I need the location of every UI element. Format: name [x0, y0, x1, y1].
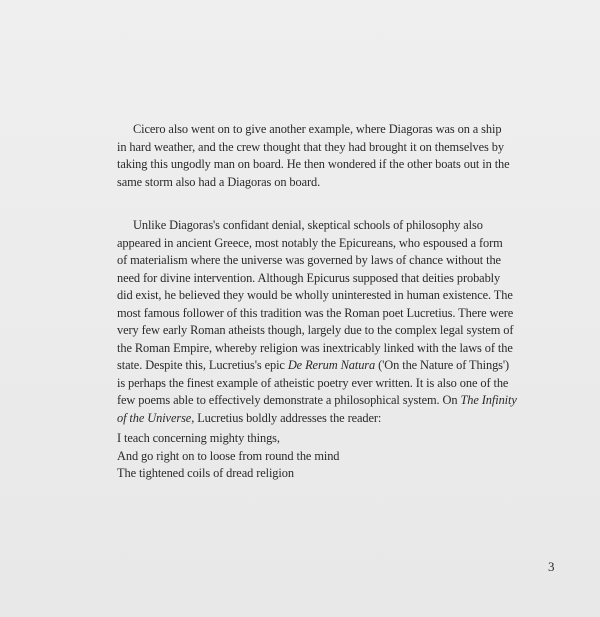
poem-quote: [117, 430, 497, 483]
text-line: taking this ungodly man on board. He then wondered if the other boats out in the: [117, 157, 510, 171]
paragraph-cicero: [117, 121, 510, 191]
poem-line: The tightened coils of dread religion: [117, 466, 294, 480]
poem-line: I teach concerning mighty things,: [117, 431, 280, 445]
page-number: 3: [548, 559, 555, 574]
text-line: appeared in ancient Greece, most notably the Epicureans, who espoused a form: [117, 235, 503, 250]
paragraph-lucretius: [117, 217, 517, 427]
text-line: very few early Roman atheists though, largely due to the complex legal system of: [117, 323, 514, 337]
text-segment: state. Despite this, Lucretius's epic: [117, 358, 288, 372]
title-de-rerum-natura: De Rerum Natura: [287, 358, 376, 372]
text-line: Cicero also went on to give another example, where Diagoras was on a ship: [133, 122, 502, 136]
text-line: most famous follower of this tradition was the Roman poet Lucretius. There were: [117, 305, 514, 320]
text-line: Unlike Diagoras's confidant denial, skeptical schools of philosophy also: [133, 218, 483, 232]
text-line: need for divine intervention. Although Epicurus supposed that deities probably: [117, 270, 501, 285]
poem-line: And go right on to loose from round the mind: [117, 448, 340, 463]
text-line: of materialism where the universe was governed by laws of chance without the: [117, 253, 501, 267]
text-line: is perhaps the finest example of atheistic poetry ever written. It is also one of the: [117, 375, 509, 390]
title-infinity-part2: of the Universe,: [117, 410, 195, 425]
text-line: did exist, he believed they would be wholly uninterested in human existence. The: [117, 288, 513, 302]
text-line: in hard weather, and the crew thought that they had brought it on themselves by: [117, 139, 504, 154]
text-line: [117, 410, 497, 428]
text-segment: ('On the Nature of Things'): [375, 358, 510, 372]
text-line: the Roman Empire, whereby religion was inextricably linked with the laws of the: [117, 340, 513, 355]
text-segment: few poems able to effectively demonstrate a philosophical system. On: [117, 393, 461, 407]
title-infinity-part1: The Infinity: [460, 393, 517, 407]
text-line: [117, 357, 510, 375]
text-line: [117, 392, 517, 410]
text-line: same storm also had a Diagoras on board.: [117, 174, 321, 189]
text-segment: Lucretius boldly addresses the reader:: [194, 410, 382, 425]
